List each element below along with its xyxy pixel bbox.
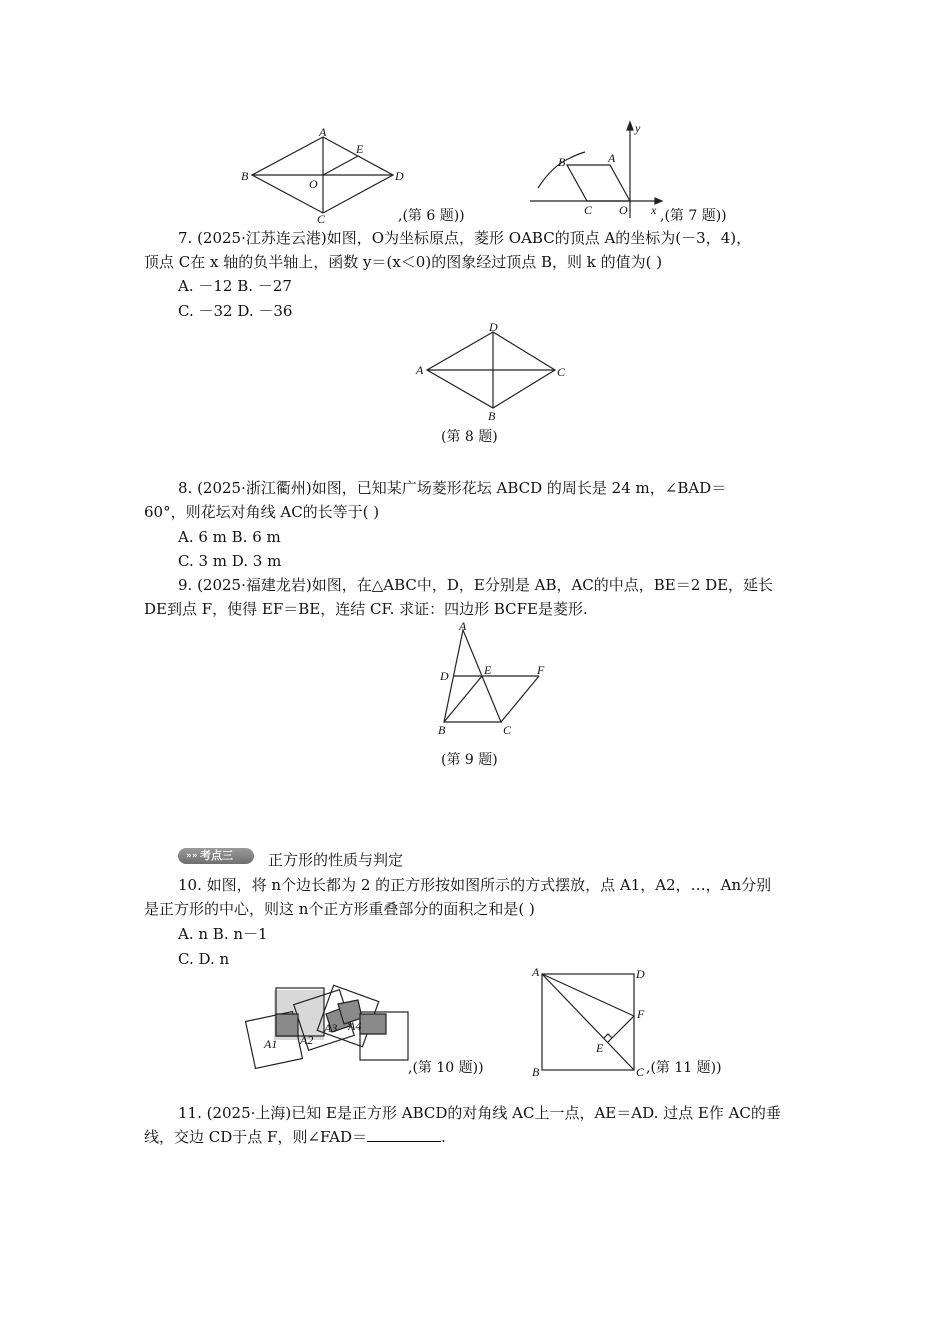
- fig6-label-e: E: [356, 142, 364, 156]
- q9-line2: DE到点 F，使得 EF＝BE，连结 CF. 求证：四边形 BCFE是菱形.: [144, 600, 588, 618]
- figure-6-rhombus: [240, 125, 410, 225]
- fig11-label-b: B: [532, 1065, 540, 1079]
- q10-line2: 是正方形的中心，则这 n个正方形重叠部分的面积之和是( ): [144, 900, 535, 918]
- fig11-label-f: F: [637, 1007, 645, 1021]
- figure-9-triangle-rhombus: [430, 618, 560, 738]
- fig9-label-b: B: [438, 723, 446, 737]
- fig7-label-c: C: [584, 203, 593, 217]
- fig8-label-d: D: [489, 320, 498, 334]
- section-badge: [178, 848, 254, 864]
- q10-line1: 10. 如图，将 n个边长都为 2 的正方形按如图所示的方式摆放，点 A1，A2，…，An分别: [178, 876, 772, 894]
- fig11-caption: ,(第 11 题)): [646, 1060, 722, 1076]
- fig8-label-b: B: [488, 409, 496, 423]
- fig11-label-d: D: [636, 967, 645, 981]
- fig8-label-a: A: [416, 363, 424, 377]
- fig10-label-a1: A1: [264, 1037, 278, 1051]
- fig10-label-a3: A3: [324, 1021, 338, 1035]
- fig7-label-x: x: [651, 203, 657, 217]
- fig7-label-b: B: [558, 155, 566, 169]
- q10-options-ab: A. n B. n－1: [178, 925, 268, 943]
- section-title: 正方形的性质与判定: [268, 851, 404, 869]
- q7-line2: 顶点 C在 x 轴的负半轴上，函数 y＝(x＜0)的图象经过顶点 B，则 k 的值为( ): [144, 253, 663, 271]
- fig9-caption: (第 9 题): [441, 752, 498, 768]
- fig7-label-a: A: [608, 151, 616, 165]
- q10-options-cd: C. D. n: [178, 950, 230, 968]
- fig11-label-c: C: [636, 1065, 645, 1079]
- fig6-label-c: C: [317, 212, 326, 226]
- q8-line1: 8. (2025·浙江衢州)如图，已知某广场菱形花坛 ABCD 的周长是 24 m，∠BAD＝: [178, 479, 727, 497]
- fig9-label-d: D: [440, 669, 449, 683]
- q7-options-cd: C. －32 D. －36: [178, 302, 293, 320]
- fig6-label-d: D: [395, 169, 404, 183]
- q11-line2-text: 线，交边 CD于点 F，则∠FAD＝: [144, 1128, 367, 1146]
- fig6-caption: ,(第 6 题)): [398, 208, 465, 224]
- q11-line2-end: .: [440, 1128, 446, 1146]
- fig10-label-a2: A2: [300, 1033, 314, 1047]
- chevrons-icon: »»: [186, 851, 198, 861]
- fig9-label-a: A: [459, 619, 467, 633]
- fig6-label-b: B: [241, 169, 249, 183]
- fig8-caption: (第 8 题): [441, 429, 498, 445]
- fig11-label-e: E: [596, 1041, 604, 1055]
- figure-11-square: [528, 962, 658, 1082]
- q7-options-ab: A. －12 B. －27: [178, 277, 292, 295]
- q9-line1: 9. (2025·福建龙岩)如图，在△ABC中，D，E分别是 AB，AC的中点，BE＝2 DE，延长: [178, 576, 774, 594]
- q8-options-cd: C. 3 m D. 3 m: [178, 552, 282, 570]
- fig10-caption: ,(第 10 题)): [408, 1060, 484, 1076]
- figure-8-rhombus: [415, 320, 575, 423]
- fig11-label-a: A: [532, 965, 540, 979]
- fig6-label-a: A: [319, 125, 327, 139]
- fig9-label-c: C: [503, 723, 512, 737]
- q11-answer-blank[interactable]: [367, 1127, 441, 1142]
- figure-7-coordinate-rhombus: [530, 118, 670, 223]
- q11-line1: 11. (2025·上海)已知 E是正方形 ABCD的对角线 AC上一点，AE＝AD. 过点 E作 AC的垂: [178, 1104, 781, 1122]
- section-badge-label: 考点三: [200, 849, 233, 862]
- q8-options-ab: A. 6 m B. 6 m: [178, 528, 281, 546]
- fig9-label-f: F: [537, 663, 545, 677]
- q11-line2: [144, 1127, 446, 1147]
- fig10-label-a4: A4: [348, 1019, 362, 1033]
- fig8-label-c: C: [557, 365, 566, 379]
- fig6-label-o: O: [309, 177, 318, 191]
- fig7-label-y: y: [635, 121, 641, 135]
- q8-line2: 60°，则花坛对角线 AC的长等于( ): [144, 503, 380, 521]
- q7-line1: 7. (2025·江苏连云港)如图，O为坐标原点，菱形 OABC的顶点 A的坐标为(－3，4)，: [178, 229, 752, 247]
- fig7-caption: ,(第 7 题)): [660, 208, 727, 224]
- fig9-label-e: E: [484, 663, 492, 677]
- figure-10-squares: [240, 968, 420, 1078]
- fig7-label-o: O: [619, 203, 628, 217]
